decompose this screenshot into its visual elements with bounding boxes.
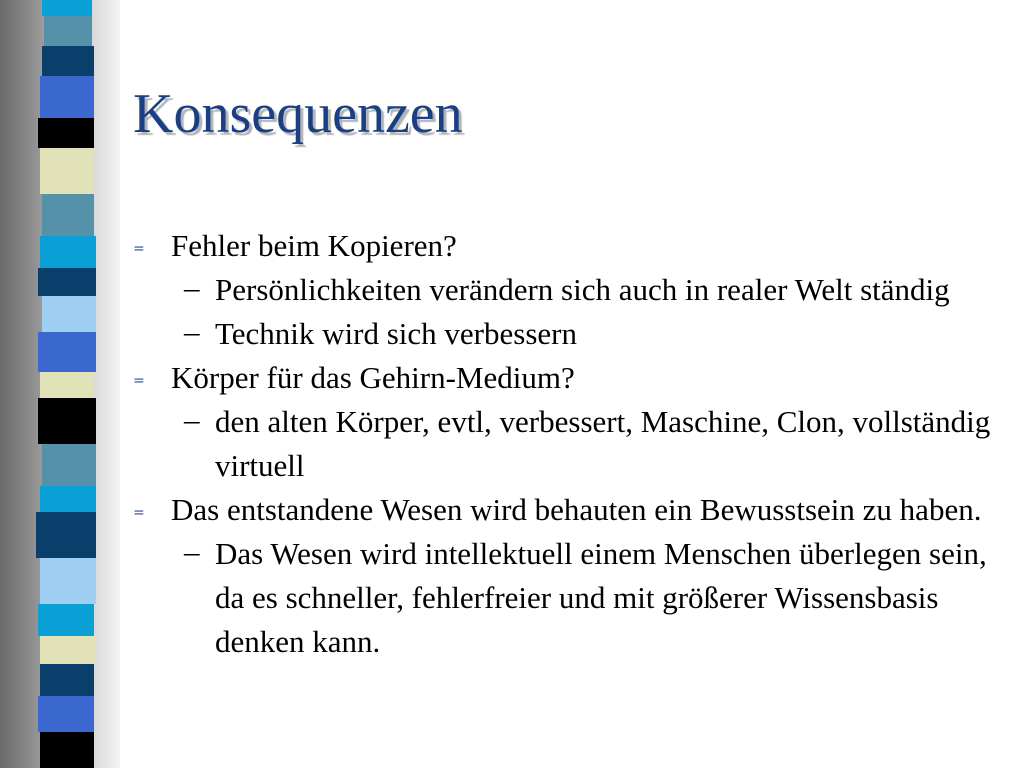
sub-bullet-item bbox=[128, 400, 1008, 488]
sub-bullet-item bbox=[128, 312, 1008, 356]
slide-title: Konsequenzen bbox=[133, 83, 463, 145]
dash-marker-icon: – bbox=[184, 534, 200, 569]
stripe-block bbox=[40, 664, 94, 696]
stripe-block bbox=[38, 332, 96, 372]
bullet-marker-icon: = bbox=[133, 505, 145, 521]
stripe-block bbox=[40, 636, 96, 664]
stripe-block bbox=[42, 444, 96, 486]
stripe-block bbox=[40, 148, 94, 194]
stripe-block bbox=[42, 0, 92, 16]
stripe-block bbox=[44, 16, 92, 46]
stripe-block bbox=[40, 558, 96, 604]
bullet-text: Das entstandene Wesen wird behauten ein Bewusstsein zu haben. bbox=[171, 492, 982, 527]
bullet-item bbox=[128, 224, 1008, 268]
stripe-block bbox=[42, 194, 94, 236]
stripe-block bbox=[38, 696, 94, 732]
sub-bullet-text: Das Wesen wird intellektuell einem Menschen überlegen sein, da es schneller, fehlerfreier und mit größerer Wissensbasis denken kann. bbox=[215, 536, 987, 659]
stripe-block bbox=[40, 486, 96, 512]
stripe-block bbox=[42, 296, 96, 332]
stripe-block bbox=[38, 604, 94, 636]
decorative-stripe-column bbox=[34, 0, 100, 768]
bullet-item bbox=[128, 488, 1008, 532]
sub-bullet-text: Technik wird sich verbessern bbox=[215, 316, 577, 351]
bullet-list bbox=[128, 224, 1008, 664]
sub-bullet-text: den alten Körper, evtl, verbessert, Maschine, Clon, vollständig virtuell bbox=[215, 404, 991, 483]
bullet-item bbox=[128, 356, 1008, 400]
sub-bullet-text: Persönlichkeiten verändern sich auch in realer Welt ständig bbox=[215, 272, 950, 307]
stripe-block bbox=[36, 512, 96, 558]
stripe-block bbox=[38, 118, 94, 148]
stripe-block bbox=[38, 268, 96, 296]
bullet-text: Fehler beim Kopieren? bbox=[171, 228, 457, 263]
dash-marker-icon: – bbox=[184, 314, 200, 349]
sub-bullet-item bbox=[128, 268, 1008, 312]
dash-marker-icon: – bbox=[184, 270, 200, 305]
stripe-block bbox=[40, 372, 94, 398]
stripe-block bbox=[40, 76, 94, 118]
stripe-block bbox=[42, 46, 94, 76]
bullet-marker-icon: = bbox=[133, 241, 145, 257]
stripe-block bbox=[40, 236, 96, 268]
stripe-block bbox=[38, 398, 96, 444]
stripe-block bbox=[40, 732, 94, 768]
dash-marker-icon: – bbox=[184, 402, 200, 437]
sub-bullet-item bbox=[128, 532, 1008, 664]
bullet-marker-icon: = bbox=[133, 373, 145, 389]
bullet-text: Körper für das Gehirn-Medium? bbox=[171, 360, 575, 395]
